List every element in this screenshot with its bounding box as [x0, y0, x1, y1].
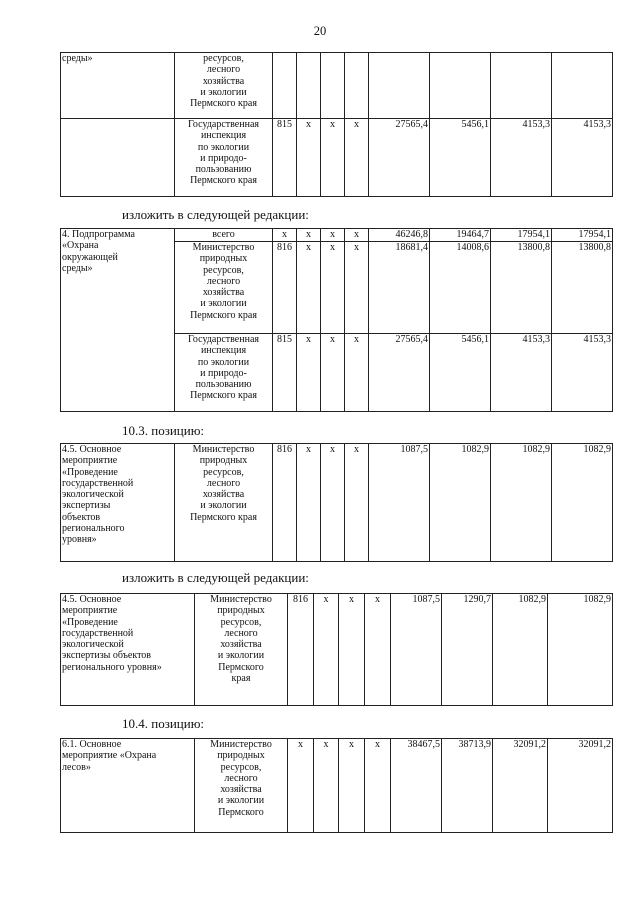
instruction-caption: изложить в следующей редакции:	[122, 207, 309, 222]
x-cell: x	[339, 594, 365, 706]
row-name-line: государственной	[62, 627, 134, 639]
x-cell: x	[345, 242, 369, 334]
org-line: Министерство	[192, 242, 255, 253]
x-cell: x	[345, 334, 369, 412]
row-name-line: «Проведение	[62, 466, 118, 478]
row-name-line: экологической	[62, 639, 124, 651]
row-name-cell	[61, 594, 195, 706]
org-cell	[175, 229, 273, 242]
org-cell	[175, 53, 273, 119]
org-line: Пермского края	[190, 309, 257, 321]
table-row	[61, 739, 613, 833]
org-line: хозяйства	[202, 287, 245, 299]
table-row	[61, 119, 613, 197]
table-row	[61, 444, 613, 562]
code-cell: 815	[273, 119, 297, 197]
value-cell: 17954,1	[552, 229, 613, 242]
value-cell: 4153,3	[552, 119, 613, 197]
table-row	[61, 229, 613, 242]
table-old-activity-4-5	[60, 443, 613, 562]
org-line: Пермского края	[190, 390, 257, 402]
row-name-cell	[61, 229, 175, 412]
org-line: Пермского края	[190, 511, 257, 523]
value-cell: 14008,6	[430, 242, 491, 334]
x-cell: x	[297, 334, 321, 412]
x-cell: x	[321, 334, 345, 412]
value-cell: 32091,2	[493, 739, 548, 833]
x-cell: x	[345, 119, 369, 197]
x-cell: x	[345, 444, 369, 562]
table-old-activity-6-1	[60, 738, 613, 833]
table-row	[61, 594, 613, 706]
row-name-cell	[61, 739, 195, 833]
value-cell: 5456,1	[430, 334, 491, 412]
org-line: Пермского края	[190, 175, 257, 187]
value-cell	[369, 53, 430, 119]
org-line: и экологии	[217, 795, 265, 807]
code-cell: x	[273, 229, 297, 242]
org-cell	[175, 119, 273, 197]
org-line: хозяйства	[220, 784, 262, 796]
row-name-line: мероприятие	[62, 455, 118, 467]
value-cell: 1087,5	[369, 444, 430, 562]
value-cell: 5456,1	[430, 119, 491, 197]
row-name-line: регионального уровня»	[62, 661, 162, 673]
row-name-line: экспертизы	[62, 500, 111, 512]
x-cell	[321, 53, 345, 119]
row-name-line: экспертизы объектов	[62, 650, 152, 662]
org-line: Министерство	[192, 444, 255, 455]
code-cell	[273, 53, 297, 119]
org-line: всего	[212, 229, 235, 240]
org-line: Пермского	[218, 661, 264, 673]
x-cell: x	[297, 444, 321, 562]
value-cell: 32091,2	[548, 739, 613, 833]
org-line: и экологии	[217, 650, 265, 662]
org-line: Пермского	[218, 806, 264, 818]
org-line: пользованию	[195, 164, 252, 176]
value-cell: 1290,7	[442, 594, 493, 706]
value-cell: 46246,8	[369, 229, 430, 242]
x-cell: x	[297, 119, 321, 197]
row-name-line: «Проведение	[62, 616, 118, 628]
org-line: ресурсов,	[203, 466, 244, 478]
row-name-line: 4. Подпрограмма	[62, 229, 135, 240]
x-cell	[297, 53, 321, 119]
x-cell: x	[321, 119, 345, 197]
org-line: Государственная	[187, 334, 259, 345]
value-cell	[430, 53, 491, 119]
org-line: и экологии	[200, 86, 247, 98]
row-name-line: мероприятие «Охрана	[62, 750, 157, 762]
value-cell: 4153,3	[552, 334, 613, 412]
value-cell: 4153,3	[491, 334, 552, 412]
org-cell	[175, 334, 273, 412]
org-line: Пермского края	[190, 98, 257, 110]
row-name-line: 4.5. Основное	[62, 594, 122, 605]
org-line: и экологии	[200, 500, 247, 512]
org-line: лесного	[224, 772, 258, 784]
row-name-line: «Охрана	[62, 240, 99, 252]
instruction-caption: изложить в следующей редакции:	[122, 570, 309, 585]
org-line: и экологии	[200, 298, 247, 310]
org-line: и природо-	[200, 152, 247, 164]
x-cell: x	[365, 594, 391, 706]
row-name-cell	[61, 53, 175, 119]
org-line: лесного	[206, 275, 241, 287]
value-cell: 17954,1	[491, 229, 552, 242]
row-name-cell	[61, 444, 175, 562]
x-cell	[345, 53, 369, 119]
org-line: природных	[217, 750, 265, 762]
table-new-activity-4-5	[60, 593, 613, 706]
org-line: хозяйства	[202, 489, 245, 501]
org-line: края	[231, 673, 251, 685]
org-line: инспекция	[200, 130, 247, 142]
value-cell: 13800,8	[552, 242, 613, 334]
org-line: Министерство	[210, 739, 272, 750]
code-cell: 816	[273, 444, 297, 562]
x-cell: x	[365, 739, 391, 833]
row-name-line: экологической	[62, 489, 124, 501]
org-cell	[175, 444, 273, 562]
value-cell: 1082,9	[491, 444, 552, 562]
value-cell: 18681,4	[369, 242, 430, 334]
value-cell: 1082,9	[430, 444, 491, 562]
table-new-subprogram-4	[60, 228, 613, 412]
org-line: по экологии	[197, 141, 250, 153]
row-name-line: уровня»	[62, 534, 97, 546]
row-name-line: объектов	[62, 511, 101, 523]
row-name-line: среды»	[62, 53, 93, 64]
org-line: ресурсов,	[220, 616, 262, 628]
value-cell: 1082,9	[548, 594, 613, 706]
org-line: лесного	[224, 627, 258, 639]
x-cell: x	[345, 229, 369, 242]
code-cell: 816	[288, 594, 314, 706]
org-line: и природо-	[200, 367, 247, 379]
row-name-line: государственной	[62, 477, 134, 489]
code-cell: 815	[273, 334, 297, 412]
org-line: по экологии	[197, 356, 250, 368]
value-cell	[552, 53, 613, 119]
instruction-caption: 10.3. позицию:	[122, 423, 205, 438]
page-number: 20	[313, 24, 327, 38]
org-line: пользованию	[195, 379, 252, 391]
org-line: ресурсов,	[203, 264, 244, 276]
value-cell: 1087,5	[391, 594, 442, 706]
x-cell: x	[297, 242, 321, 334]
row-name-cell	[61, 119, 175, 197]
x-cell: x	[339, 739, 365, 833]
row-name-line: среды»	[62, 262, 93, 274]
row-name-line: 6.1. Основное	[62, 739, 122, 750]
x-cell: x	[314, 594, 339, 706]
value-cell: 1082,9	[493, 594, 548, 706]
x-cell: x	[321, 242, 345, 334]
org-cell	[195, 739, 288, 833]
x-cell: x	[321, 229, 345, 242]
code-cell: 816	[273, 242, 297, 334]
org-line: хозяйства	[202, 75, 245, 87]
org-line: природных	[217, 605, 265, 617]
org-line: лесного	[206, 477, 241, 489]
value-cell: 4153,3	[491, 119, 552, 197]
value-cell: 38467,5	[391, 739, 442, 833]
org-line: Государственная	[187, 119, 259, 130]
value-cell	[491, 53, 552, 119]
value-cell: 38713,9	[442, 739, 493, 833]
value-cell: 19464,7	[430, 229, 491, 242]
instruction-caption: 10.4. позицию:	[122, 716, 205, 731]
row-name-line: лесов»	[62, 761, 91, 773]
row-name-line: мероприятие	[62, 605, 118, 617]
row-name-line: 4.5. Основное	[62, 444, 122, 455]
org-line: инспекция	[200, 345, 247, 357]
value-cell: 13800,8	[491, 242, 552, 334]
org-line: Министерство	[210, 594, 272, 605]
org-line: хозяйства	[220, 639, 262, 651]
org-cell	[195, 594, 288, 706]
org-line: ресурсов,	[220, 761, 262, 773]
org-line: ресурсов,	[203, 53, 244, 64]
value-cell: 27565,4	[369, 119, 430, 197]
x-cell: x	[321, 444, 345, 562]
org-line: природных	[199, 455, 248, 467]
org-line: природных	[199, 253, 248, 265]
row-name-line: окружающей	[62, 251, 118, 263]
table-old-subprogram-4-tail	[60, 52, 613, 197]
x-cell: x	[314, 739, 339, 833]
x-cell: x	[297, 229, 321, 242]
code-cell: x	[288, 739, 314, 833]
value-cell: 27565,4	[369, 334, 430, 412]
table-row	[61, 53, 613, 119]
value-cell: 1082,9	[552, 444, 613, 562]
org-line: лесного	[206, 64, 241, 76]
row-name-line: регионального	[62, 523, 125, 535]
org-cell	[175, 242, 273, 334]
